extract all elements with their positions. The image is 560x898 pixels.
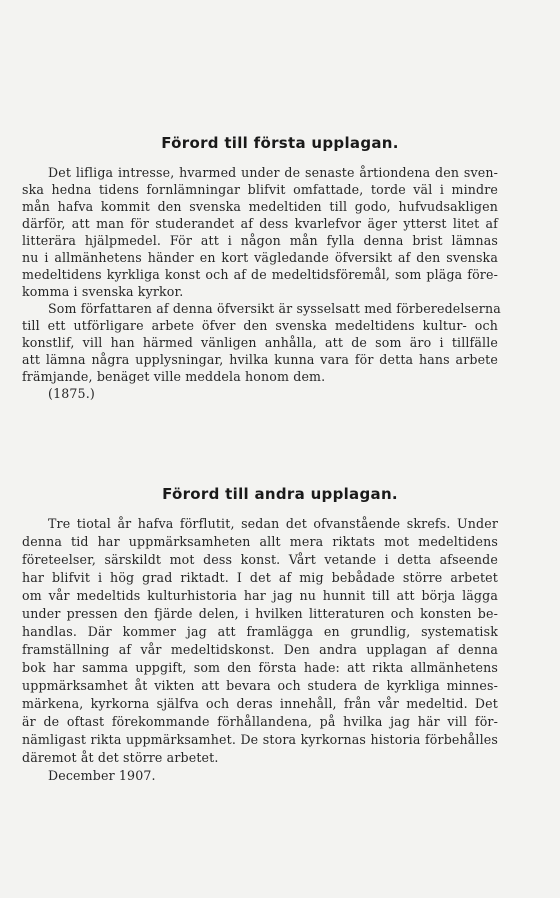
second-edition-text-line: har blifvit i hög grad riktadt. I det af mig bebådade större arbetet xyxy=(22,570,498,585)
second-edition-text-line: företeelser, särskildt mot dess konst. Vårt vetande i detta afseende xyxy=(22,552,498,567)
first-edition-text-line: ska hedna tidens fornlämningar blifvit omfattade, torde väl i mindre xyxy=(22,182,498,197)
first-edition-text-line: mån hafva kommit den svenska medeltiden till godo, hufvudsakligen xyxy=(22,199,498,214)
first-edition-text-line: litterära hjälpmedel. För att i någon mån fylla denna brist lämnas xyxy=(22,233,498,248)
second-edition-text-line: under pressen den fjärde delen, i hvilken litteraturen och konsten be- xyxy=(22,606,498,621)
second-edition-text-line: denna tid har uppmärksamheten allt mera riktats mot medeltidens xyxy=(22,534,498,549)
second-edition-text-line: nämligast rikta uppmärksamhet. De stora kyrkornas historia förbehålles xyxy=(22,732,498,747)
first-edition-text-line: Det lifliga intresse, hvarmed under de senaste årtiondena den sven- xyxy=(48,165,498,180)
first-edition-text-line: till ett utförligare arbete öfver den svenska medeltidens kultur- och xyxy=(22,318,498,333)
second-edition-text-line: bok har samma uppgift, som den första hade: att rikta allmänhetens xyxy=(22,660,498,675)
first-edition-text-line: främjande, benäget ville meddela honom dem. xyxy=(22,369,326,384)
second-edition-text-line: är de oftast förekommande förhållandena, på hvilka jag här vill för- xyxy=(22,714,498,729)
first-edition-text-line: medeltidens kyrkliga konst och af de medeltidsföremål, som pläga före- xyxy=(22,267,498,282)
first-edition-text-line: Som författaren af denna öfversikt är sysselsatt med förberedelserna xyxy=(48,301,501,316)
second-edition-text-line: om vår medeltids kulturhistoria har jag nu hunnit till att börja lägga xyxy=(22,588,498,603)
second-edition-text-line: handlas. Där kommer jag att framlägga en grundlig, systematisk xyxy=(22,624,498,639)
first-edition-text-line: konstlif, vill han härmed vänligen anhålla, att de som äro i tillfälle xyxy=(22,335,498,350)
first-edition-text-line: nu i allmänhetens händer en kort vägledande öfversikt af den svenska xyxy=(22,250,498,265)
second-edition-text-line: framställning af vår medeltidskonst. Den andra upplagan af denna xyxy=(22,642,498,657)
first-edition-text-line: (1875.) xyxy=(48,386,95,401)
second-edition-text-line: December 1907. xyxy=(48,768,156,783)
first-edition-text-line: att lämna några upplysningar, hvilka kunna vara för detta hans arbete xyxy=(22,352,498,367)
preface-second-edition-heading: Förord till andra upplagan. xyxy=(162,485,398,503)
second-edition-text-line: uppmärksamhet åt vikten att bevara och studera de kyrkliga minnes- xyxy=(22,678,498,693)
first-edition-text-line: komma i svenska kyrkor. xyxy=(22,284,184,299)
second-edition-text-line: Tre tiotal år hafva förflutit, sedan det ofvanstående skrefs. Under xyxy=(48,516,498,531)
second-edition-text-line: märkena, kyrkorna själfva och deras innehåll, från vår medeltid. Det xyxy=(22,696,498,711)
first-edition-text-line: därför, att man för studerandet af dess kvarlefvor äger ytterst litet af xyxy=(22,216,498,231)
preface-first-edition-heading: Förord till första upplagan. xyxy=(161,134,399,152)
second-edition-text-line: däremot åt det större arbetet. xyxy=(22,750,219,765)
